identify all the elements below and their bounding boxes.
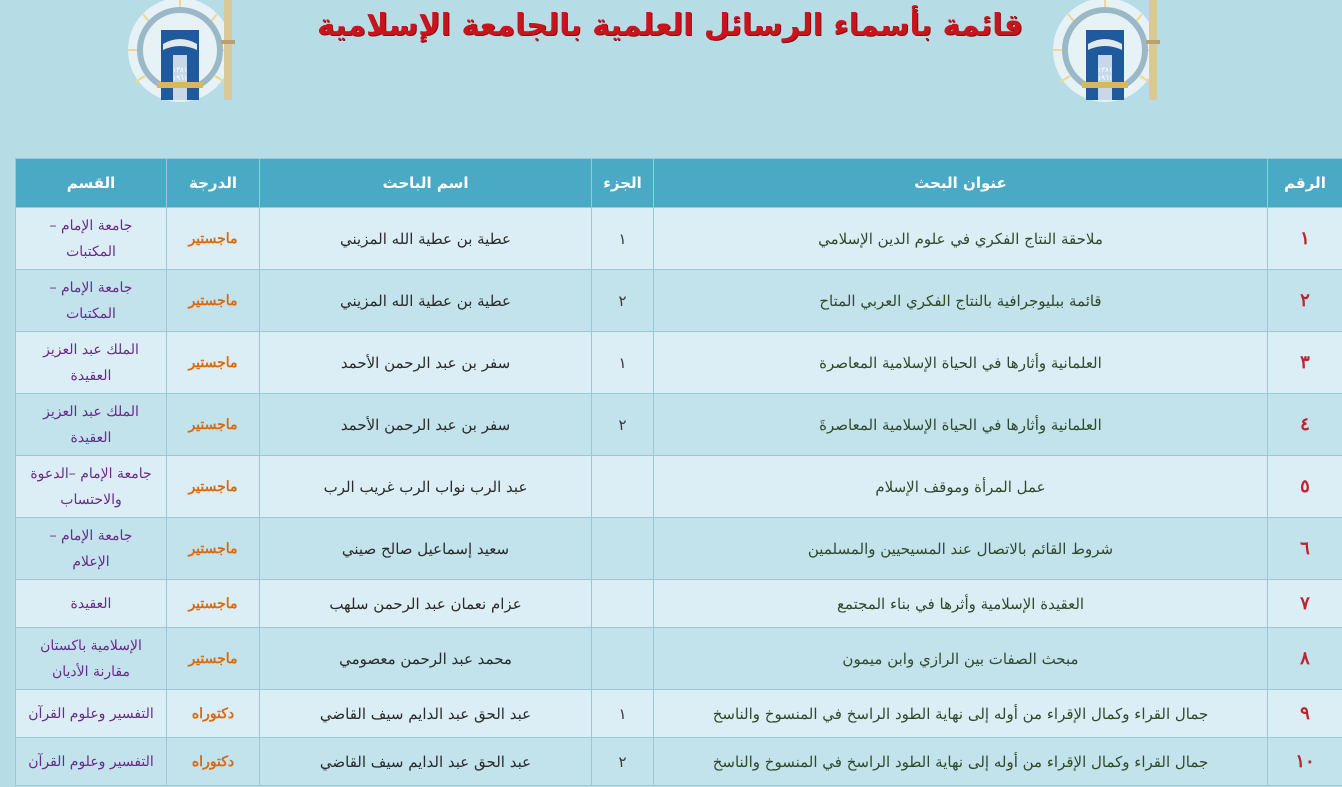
column-header-degree: الدرجة <box>167 159 260 208</box>
department-line-2: المكتبات <box>66 305 116 322</box>
department-line-2: والاحتساب <box>60 491 122 508</box>
cell-title: جمال القراء وكمال الإقراء من أوله إلى نهاية الطود الراسخ في المنسوخ والناسخ <box>654 690 1268 738</box>
cell-author: سفر بن عبد الرحمن الأحمد <box>260 394 592 456</box>
department-line-2: العقيدة <box>70 429 112 446</box>
cell-title: قائمة ببليوجرافية بالنتاج الفكري العربي المتاح <box>654 270 1268 332</box>
cell-author: عطية بن عطية الله المزيني <box>260 270 592 332</box>
department-line-1: الإسلامية باكستان <box>40 637 142 654</box>
cell-num: ٢ <box>1268 270 1342 332</box>
cell-title: العلمانية وأثارها في الحياة الإسلامية المعاصرةَ <box>654 394 1268 456</box>
cell-department <box>16 628 167 690</box>
cell-degree: دكتوراه <box>167 690 260 738</box>
cell-part <box>592 518 654 580</box>
cell-degree: ماجستير <box>167 628 260 690</box>
table-row <box>16 518 1342 580</box>
cell-part: ٢ <box>592 738 654 786</box>
cell-num: ٥ <box>1268 456 1342 518</box>
department-line-1: التفسير وعلوم القرآن <box>28 753 154 770</box>
cell-department <box>16 394 167 456</box>
cell-author: عبد الحق عبد الدايم سيف القاضي <box>260 738 592 786</box>
table-row <box>16 208 1342 270</box>
cell-num: ٨ <box>1268 628 1342 690</box>
cell-department <box>16 690 167 738</box>
cell-author: عبد الحق عبد الدايم سيف القاضي <box>260 690 592 738</box>
column-header-department: القسم <box>16 159 167 208</box>
table-row <box>16 580 1342 628</box>
cell-title: جمال القراء وكمال الإقراء من أوله إلى نهاية الطود الراسخ في المنسوخ والناسخ <box>654 738 1268 786</box>
cell-degree: ماجستير <box>167 518 260 580</box>
cell-author: عطية بن عطية الله المزيني <box>260 208 592 270</box>
department-line-2: العقيدة <box>70 367 112 384</box>
cell-department <box>16 208 167 270</box>
table-header-row <box>16 159 1342 208</box>
cell-degree: ماجستير <box>167 332 260 394</box>
university-logo-left <box>123 0 238 112</box>
cell-title: شروط القائم بالاتصال عند المسيحيين والمسلمين <box>654 518 1268 580</box>
logo-year-bottom: ١٩٦١ <box>172 74 188 82</box>
cell-part <box>592 456 654 518</box>
cell-part <box>592 628 654 690</box>
page-title: قائمة بأسماء الرسائل العلمية بالجامعة الإسلامية <box>316 8 1024 43</box>
cell-author: سعيد إسماعيل صالح صيني <box>260 518 592 580</box>
cell-num: ٦ <box>1268 518 1342 580</box>
cell-part <box>592 580 654 628</box>
cell-department <box>16 518 167 580</box>
table-row <box>16 394 1342 456</box>
cell-author: عبد الرب نواب الرب غريب الرب <box>260 456 592 518</box>
cell-department <box>16 580 167 628</box>
department-line-1: جامعة الإمام – <box>49 279 133 296</box>
department-line-1: الملك عبد العزيز <box>43 403 139 420</box>
cell-title: عمل المرأة وموقف الإسلام <box>654 456 1268 518</box>
cell-department <box>16 456 167 518</box>
cell-department <box>16 270 167 332</box>
department-line-1: جامعة الإمام – <box>49 527 133 544</box>
department-line-1: جامعة الإمام –الدعوة <box>30 465 152 482</box>
table-row <box>16 628 1342 690</box>
cell-author: محمد عبد الرحمن معصومي <box>260 628 592 690</box>
cell-part: ٢ <box>592 394 654 456</box>
cell-author: عزام نعمان عبد الرحمن سلهب <box>260 580 592 628</box>
cell-department <box>16 738 167 786</box>
department-line-2: المكتبات <box>66 243 116 260</box>
column-header-author: اسم الباحث <box>260 159 592 208</box>
cell-degree: ماجستير <box>167 580 260 628</box>
cell-degree: ماجستير <box>167 208 260 270</box>
column-header-title: عنوان البحث <box>654 159 1268 208</box>
cell-part: ١ <box>592 690 654 738</box>
university-logo-right <box>1048 0 1163 112</box>
cell-num: ٧ <box>1268 580 1342 628</box>
logo-year-bottom: ١٩٦١ <box>1097 74 1113 82</box>
department-line-1: العقيدة <box>70 595 112 612</box>
department-line-2: مقارنة الأديان <box>51 663 130 680</box>
cell-part: ٢ <box>592 270 654 332</box>
cell-author: سفر بن عبد الرحمن الأحمد <box>260 332 592 394</box>
thesis-table <box>15 158 1342 786</box>
table-row <box>16 690 1342 738</box>
cell-degree: ماجستير <box>167 270 260 332</box>
table-row <box>16 456 1342 518</box>
cell-num: ١٠ <box>1268 738 1342 786</box>
cell-degree: دكتوراه <box>167 738 260 786</box>
column-header-part: الجزء <box>592 159 654 208</box>
department-line-1: جامعة الإمام – <box>49 217 133 234</box>
cell-degree: ماجستير <box>167 456 260 518</box>
logo-year-top: ١٣٨١ <box>1097 66 1113 74</box>
cell-title: ملاحقة النتاج الفكري في علوم الدين الإسلامي <box>654 208 1268 270</box>
column-header-num: الرقم <box>1268 159 1342 208</box>
cell-num: ٩ <box>1268 690 1342 738</box>
logo-year-top: ١٣٨١ <box>172 66 188 74</box>
cell-title: مبحث الصفات بين الرازي وابن ميمون <box>654 628 1268 690</box>
cell-num: ١ <box>1268 208 1342 270</box>
department-line-2: الإعلام <box>72 553 110 570</box>
cell-num: ٣ <box>1268 332 1342 394</box>
cell-degree: ماجستير <box>167 394 260 456</box>
cell-title: العلمانية وأثارها في الحياة الإسلامية المعاصرة <box>654 332 1268 394</box>
cell-title: العقيدة الإسلامية وأثرها في بناء المجتمع <box>654 580 1268 628</box>
cell-part: ١ <box>592 208 654 270</box>
cell-part: ١ <box>592 332 654 394</box>
department-line-1: الملك عبد العزيز <box>43 341 139 358</box>
department-line-1: التفسير وعلوم القرآن <box>28 705 154 722</box>
cell-department <box>16 332 167 394</box>
table-row <box>16 738 1342 786</box>
table-row <box>16 332 1342 394</box>
table-row <box>16 270 1342 332</box>
cell-num: ٤ <box>1268 394 1342 456</box>
